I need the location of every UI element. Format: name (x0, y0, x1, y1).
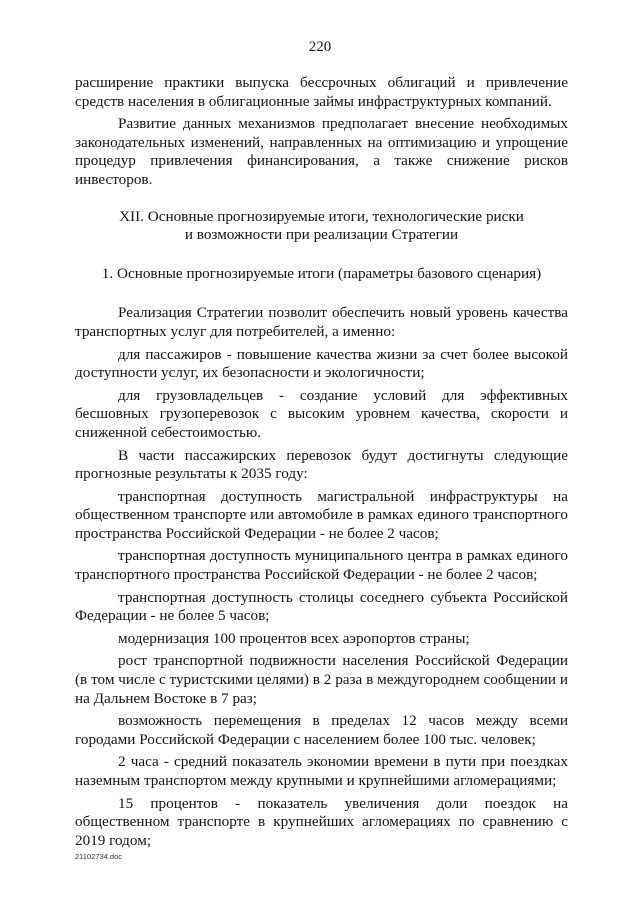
list-item: модернизация 100 процентов всех аэропортов страны; (118, 629, 470, 647)
list-item: транспортная доступность магистральной инфраструктуры на общественном транспорте или автомобиле в рамках единого транспортного пространства Российской Федерации - не более 2 часов; (75, 487, 568, 542)
footer-doc-id: 21102734.doc (75, 852, 122, 861)
section-heading-line-2: и возможности при реализации Стратегии (184, 226, 459, 244)
paragraph: В части пассажирских перевозок будут достигнуты следующие прогнозные результаты к 2035 году: (75, 446, 568, 483)
page-number: 220 (308, 39, 332, 55)
list-item: 15 процентов - показатель увеличения доли поездок на общественном транспорте в крупнейших агломерациях по сравнению с 2019 годом; (75, 794, 568, 849)
list-item: 2 часа - средний показатель экономии времени в пути при поездках наземным транспортом между крупными и крупнейшими агломерациями; (75, 753, 568, 789)
document-body (75, 74, 568, 854)
section-heading-line-1: XII. Основные прогнозируемые итоги, технологические риски (119, 207, 524, 225)
list-item: возможность перемещения в пределах 12 часов между всеми городами Российской Федерации с населением более 100 тыс. человек; (75, 712, 568, 748)
subsection-heading: 1. Основные прогнозируемые итоги (параметры базового сценария) (101, 264, 542, 282)
list-item: рост транспортной подвижности населения Российской Федерации (в том числе с туристскими целями) в 2 раза в междугороднем сообщении и на Дальнем Востоке в 7 раз; (75, 652, 568, 707)
section-heading (75, 208, 568, 245)
paragraph: Развитие данных механизмов предполагает внесение необходимых законодательных изменений, направленных на оптимизацию и упрощение процедур привлечения финансирования, а также снижение рисков инвесторов. (75, 115, 568, 188)
list-item: транспортная доступность столицы соседнего субъекта Российской Федерации - не более 5 часов; (75, 588, 568, 625)
list-item: транспортная доступность муниципального центра в рамках единого транспортного пространства Российской Федерации - не более 2 часов; (75, 547, 568, 584)
list-item-passengers: для пассажиров - повышение качества жизни за счет более высокой доступности услуг, их безопасности и экологичности; (75, 345, 568, 382)
list-item-cargo-owners: для грузовладельцев - создание условий для эффективных бесшовных грузоперевозок с высоким уровнем качества, скорости и сниженной себестоимостью. (75, 386, 568, 441)
paragraph-continuation: расширение практики выпуска бессрочных облигаций и привлечение средств населения в облигационные займы инфраструктурных компаний. (75, 74, 568, 110)
paragraph: Реализация Стратегии позволит обеспечить новый уровень качества транспортных услуг для потребителей, а именно: (75, 304, 568, 340)
